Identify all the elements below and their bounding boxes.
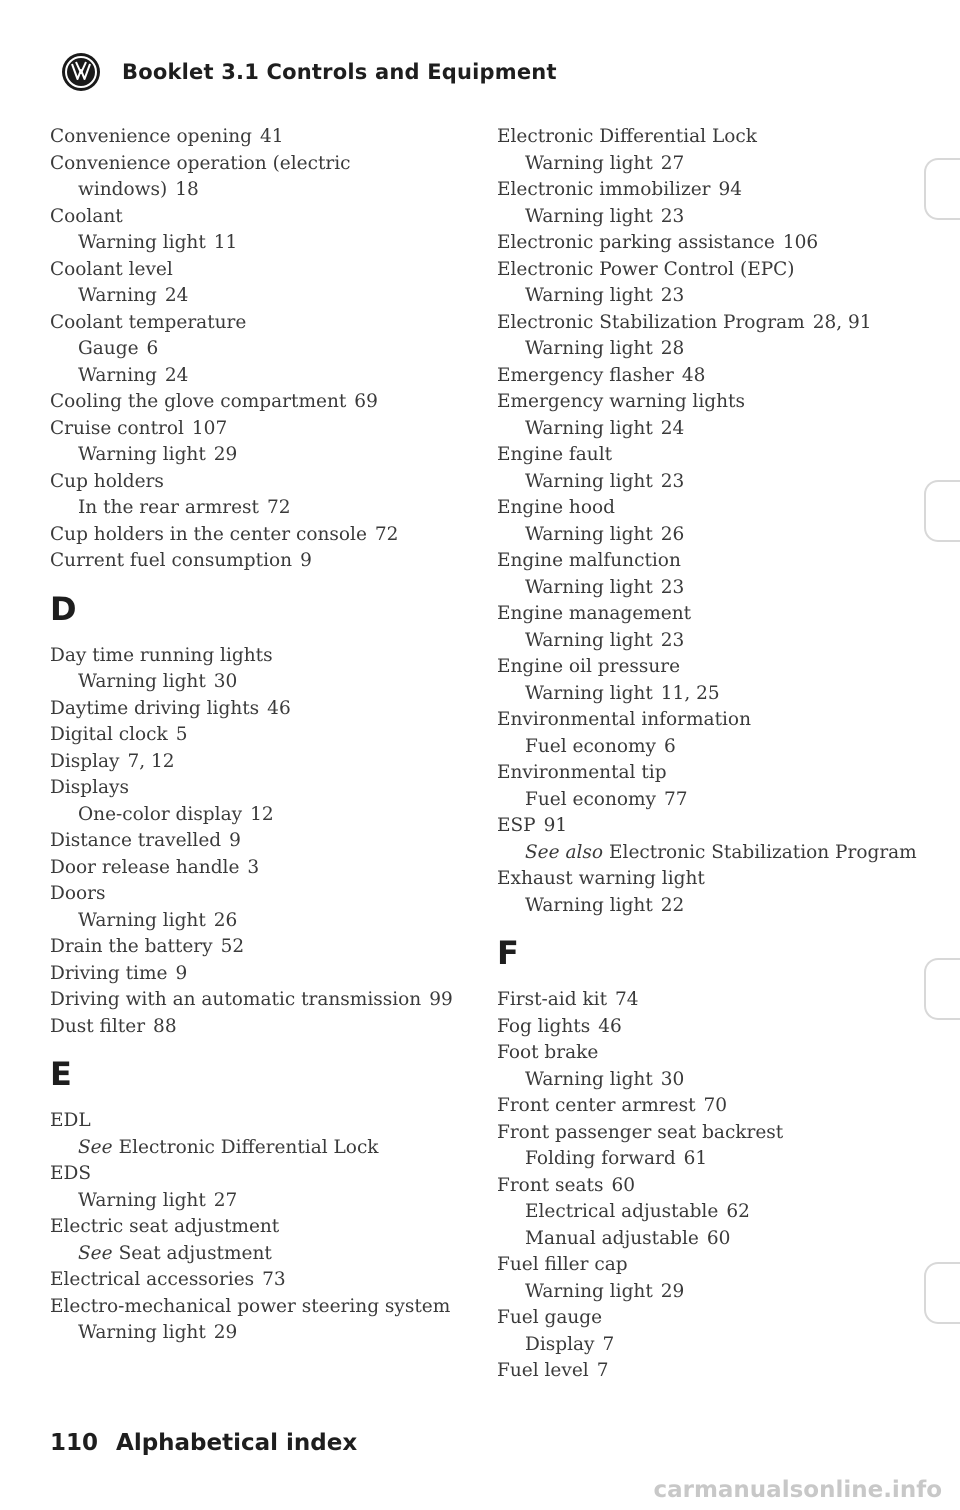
index-letter-heading: F: [497, 934, 519, 972]
entry-text: Electronic Differential Lock: [497, 126, 757, 147]
page-reference: 11: [213, 232, 238, 253]
entry-text: Warning light: [78, 1322, 206, 1343]
page-reference: 70: [703, 1095, 728, 1116]
index-entry: [50, 722, 470, 749]
page-reference: 107: [191, 417, 228, 439]
entry-text: Engine hood: [497, 497, 615, 518]
index-entry: [50, 548, 470, 575]
index-subentry: [50, 802, 470, 829]
index-entry: [497, 177, 937, 204]
page-reference: 30: [213, 671, 238, 692]
entry-text: Cup holders: [50, 470, 164, 492]
entry-text: Warning light: [525, 682, 653, 704]
index-subentry: [497, 1226, 937, 1253]
index-subentry: [497, 1279, 937, 1306]
index-subentry: [497, 734, 937, 761]
entry-text: EDL: [50, 1110, 91, 1131]
index-entry: [50, 416, 470, 443]
index-subentry: [50, 669, 470, 696]
entry-text: First-aid kit: [497, 989, 608, 1010]
index-entry: [497, 654, 937, 681]
index-entry: [497, 548, 937, 575]
index-entry: [50, 1161, 470, 1188]
page-reference: 74: [615, 989, 639, 1010]
entry-text: Warning light: [525, 1068, 653, 1090]
index-entry: [497, 866, 937, 893]
page-reference: 7: [596, 1360, 609, 1381]
index-entry: [50, 1294, 470, 1321]
page-reference: 77: [664, 788, 688, 810]
index-subentry: [497, 840, 937, 867]
entry-text: Driving time: [50, 962, 168, 984]
index-entry: [497, 1358, 937, 1385]
entry-text: In the rear armrest: [78, 497, 259, 518]
entry-text: Warning light: [525, 629, 653, 651]
index-subentry: [497, 416, 937, 443]
index-entry: [497, 813, 937, 840]
entry-text: Driving with an automatic transmission: [50, 989, 422, 1010]
index-entry: [50, 749, 470, 776]
index-entry: [497, 310, 937, 337]
page-reference: 29: [213, 444, 238, 465]
index-subentry: [50, 442, 470, 469]
index-entry: [497, 495, 937, 522]
page-reference: 48: [681, 364, 706, 386]
page-reference: 23: [660, 205, 685, 227]
entry-text: Front seats: [497, 1174, 604, 1196]
page-reference: 29: [213, 1322, 238, 1343]
page-reference: 106: [782, 232, 819, 253]
page-reference: 69: [354, 391, 378, 412]
entry-text: Convenience operation (electric: [50, 152, 351, 174]
index-entry: [50, 1014, 470, 1041]
page-reference: 24: [660, 417, 685, 439]
page-reference: 24: [164, 285, 189, 306]
entry-text: Warning light: [525, 470, 653, 492]
entry-text: Current fuel consumption: [50, 550, 293, 571]
index-subentry: [50, 1320, 470, 1347]
index-entry: [497, 987, 937, 1014]
index-subentry: [497, 787, 937, 814]
page-reference: 72: [374, 523, 399, 545]
index-entry: [497, 760, 937, 787]
entry-text: Cup holders in the center console: [50, 523, 367, 545]
index-entry: [50, 522, 470, 549]
page-reference: 24: [164, 364, 189, 386]
entry-text: Engine management: [497, 603, 692, 624]
index-entry: [50, 696, 470, 723]
page-reference: 46: [598, 1015, 622, 1037]
index-entry: [497, 124, 937, 151]
entry-text: Electric seat adjustment: [50, 1216, 280, 1237]
page-reference: 61: [683, 1148, 708, 1169]
vw-logo-icon: [62, 53, 100, 91]
entry-text: Exhaust warning light: [497, 868, 705, 889]
index-entry: [497, 1014, 937, 1041]
entry-text: Seat adjustment: [118, 1242, 272, 1264]
page-reference: 41: [260, 126, 284, 147]
page-reference: 6: [664, 735, 676, 757]
index-entry: [50, 124, 470, 151]
index-entry: [50, 775, 470, 802]
index-entry: [50, 389, 470, 416]
page-reference: 46: [267, 697, 291, 719]
entry-text: Gauge: [78, 338, 139, 359]
entry-text: Electro-mechanical power steering system: [50, 1295, 451, 1317]
entry-text: Fuel gauge: [497, 1307, 603, 1328]
entry-text: Fuel economy: [525, 788, 656, 810]
entry-text: Coolant temperature: [50, 311, 247, 333]
entry-text: Day time running lights: [50, 644, 273, 666]
entry-text: Coolant: [50, 205, 123, 227]
index-entry: [497, 601, 937, 628]
index-subentry: [50, 1241, 470, 1268]
page-reference: 23: [660, 576, 685, 598]
index-entry: [50, 177, 470, 204]
index-entry: [497, 1120, 937, 1147]
entry-text: Fuel level: [497, 1360, 589, 1381]
entry-text: Environmental information: [497, 709, 751, 730]
entry-text: Electrical adjustable: [525, 1201, 719, 1222]
entry-text: Engine fault: [497, 444, 613, 465]
page-reference: 72: [266, 497, 291, 518]
index-entry: [50, 257, 470, 284]
entry-text: Warning light: [78, 1189, 206, 1211]
booklet-title: Booklet 3.1 Controls and Equipment: [122, 60, 557, 84]
page-reference: 99: [429, 989, 453, 1010]
index-entry: [50, 934, 470, 961]
entry-text: Warning light: [78, 444, 206, 465]
entry-text: Warning: [78, 364, 157, 386]
entry-text: Warning light: [78, 232, 206, 253]
index-subentry: [497, 1067, 937, 1094]
page-reference: 27: [660, 152, 685, 174]
index-entry: [50, 987, 470, 1014]
page-reference: 27: [213, 1189, 238, 1211]
page-reference: 7, 12: [127, 750, 175, 772]
page-edge-tab: [924, 158, 960, 220]
page-number: 110: [50, 1430, 99, 1456]
index-entry: [50, 828, 470, 855]
page-reference: 30: [660, 1068, 685, 1090]
index-subentry: [497, 1199, 937, 1226]
index-entry: [497, 1305, 937, 1332]
entry-text: Coolant level: [50, 258, 173, 280]
index-subentry: [50, 363, 470, 390]
entry-text: Electronic immobilizer: [497, 179, 711, 200]
entry-text: Warning light: [78, 671, 206, 692]
page-reference: 94: [718, 179, 743, 200]
entry-text: Warning light: [525, 523, 653, 545]
index-entry: [50, 1214, 470, 1241]
section-title: Alphabetical index: [116, 1430, 358, 1456]
index-subentry: [497, 628, 937, 655]
entry-text: Front center armrest: [497, 1095, 696, 1116]
see-reference: See: [78, 1242, 113, 1264]
index-entry: [497, 257, 937, 284]
index-column-right: [497, 124, 937, 1385]
page-reference: 12: [250, 803, 274, 825]
page-reference: 60: [611, 1174, 635, 1196]
entry-text: Warning light: [525, 152, 653, 174]
index-letter-heading: D: [50, 589, 77, 628]
page-reference: 73: [262, 1269, 286, 1290]
page-edge-tab: [924, 1262, 960, 1324]
see-reference: See: [78, 1136, 113, 1158]
entry-text: Drain the battery: [50, 936, 213, 957]
page-edge-tab: [924, 480, 960, 542]
index-subentry: [497, 1146, 937, 1173]
entry-text: Convenience opening: [50, 126, 253, 147]
page-header: [62, 50, 557, 94]
entry-text: Warning light: [525, 338, 653, 359]
index-entry: [50, 643, 470, 670]
entry-text: Warning light: [525, 1280, 653, 1302]
page-reference: 60: [706, 1227, 731, 1249]
page-reference: 9: [175, 962, 188, 984]
page-reference: 29: [660, 1280, 685, 1302]
index-subentry: [497, 336, 937, 363]
page-footer: [50, 1430, 357, 1456]
index-letter-heading: E: [50, 1055, 72, 1093]
entry-text: Electronic Stabilization Program: [609, 841, 917, 863]
entry-text: Warning: [78, 285, 157, 306]
page-reference: 28: [660, 338, 685, 359]
entry-text: Fuel economy: [525, 735, 656, 757]
index-entry: [50, 1267, 470, 1294]
entry-text: Daytime driving lights: [50, 697, 260, 719]
watermark: carmanualsonline.info: [653, 1477, 942, 1503]
entry-text: One-color display: [78, 803, 243, 825]
entry-text: Warning light: [525, 285, 653, 306]
index-entry: [497, 1093, 937, 1120]
page-reference: 7: [602, 1333, 615, 1355]
index-entry: [50, 310, 470, 337]
page-reference: 62: [726, 1201, 750, 1222]
entry-text: Doors: [50, 883, 106, 904]
index-subentry: [497, 893, 937, 920]
index-entry: [497, 1173, 937, 1200]
entry-text: Warning light: [525, 894, 653, 916]
index-subentry: [497, 1332, 937, 1359]
entry-text: Display: [50, 750, 120, 772]
entry-text: Warning light: [525, 576, 653, 598]
page-reference: 23: [660, 629, 685, 651]
page-reference: 88: [153, 1015, 177, 1037]
index-subentry: [50, 495, 470, 522]
page-reference: 3: [247, 856, 260, 878]
entry-text: Engine malfunction: [497, 550, 681, 571]
page-reference: 5: [175, 724, 188, 745]
entry-text: Fuel filler cap: [497, 1254, 628, 1275]
entry-text: Front passenger seat backrest: [497, 1121, 784, 1143]
entry-text: windows): [78, 179, 168, 200]
page-reference: 91: [543, 815, 568, 836]
entry-text: EDS: [50, 1163, 92, 1184]
index-entry: [50, 881, 470, 908]
index-subentry: [497, 469, 937, 496]
page-reference: 23: [660, 470, 685, 492]
entry-text: Emergency warning lights: [497, 391, 745, 412]
entry-text: Cooling the glove compartment: [50, 391, 347, 412]
index-subentry: [50, 336, 470, 363]
index-subentry: [497, 522, 937, 549]
index-entry: [497, 230, 937, 257]
index-subentry: [497, 575, 937, 602]
index-entry: [497, 1252, 937, 1279]
index-entry: [50, 204, 470, 231]
entry-text: Digital clock: [50, 724, 168, 745]
index-entry: [50, 855, 470, 882]
page-edge-tab: [924, 958, 960, 1020]
index-subentry: [50, 1188, 470, 1215]
index-entry: [497, 363, 937, 390]
page-reference: 26: [213, 909, 238, 931]
index-subentry: [497, 283, 937, 310]
index-entry: [497, 1040, 937, 1067]
page-reference: 11, 25: [660, 682, 720, 704]
index-entry: [497, 707, 937, 734]
page-reference: 18: [175, 179, 199, 200]
index-subentry: [50, 283, 470, 310]
page-reference: 9: [300, 550, 312, 571]
index-subentry: [497, 681, 937, 708]
entry-text: ESP: [497, 815, 536, 836]
entry-text: Emergency flasher: [497, 364, 674, 386]
entry-text: Electrical accessories: [50, 1269, 255, 1290]
index-entry: [50, 469, 470, 496]
entry-text: Warning light: [78, 909, 206, 931]
page-reference: 6: [146, 338, 159, 359]
index-column-left: [50, 124, 470, 1347]
index-entry: [50, 961, 470, 988]
index-subentry: [50, 1135, 470, 1162]
entry-text: Foot brake: [497, 1042, 599, 1063]
entry-text: Distance travelled: [50, 830, 222, 851]
entry-text: Warning light: [525, 205, 653, 227]
entry-text: Electronic Stabilization Program: [497, 311, 805, 333]
entry-text: Display: [525, 1333, 595, 1355]
page-reference: 28, 91: [812, 311, 872, 333]
index-entry: [50, 151, 470, 178]
index-subentry: [497, 151, 937, 178]
see-reference: See also: [525, 841, 604, 863]
entry-text: Electronic Power Control (EPC): [497, 258, 795, 280]
entry-text: Displays: [50, 777, 129, 798]
page-reference: 26: [660, 523, 685, 545]
page-reference: 23: [660, 285, 685, 306]
index-entry: [50, 1108, 470, 1135]
entry-text: Dust filter: [50, 1015, 146, 1037]
entry-text: Folding forward: [525, 1148, 676, 1169]
entry-text: Electronic Differential Lock: [118, 1136, 379, 1158]
entry-text: Cruise control: [50, 417, 184, 439]
entry-text: Warning light: [525, 417, 653, 439]
entry-text: Engine oil pressure: [497, 656, 681, 677]
page-reference: 9: [229, 830, 241, 851]
entry-text: Fog lights: [497, 1015, 591, 1037]
index-subentry: [497, 204, 937, 231]
index-entry: [497, 442, 937, 469]
index-entry: [497, 389, 937, 416]
index-subentry: [50, 908, 470, 935]
entry-text: Electronic parking assistance: [497, 232, 775, 253]
page-reference: 22: [660, 894, 685, 916]
entry-text: Environmental tip: [497, 762, 667, 783]
entry-text: Door release handle: [50, 856, 240, 878]
page-reference: 52: [220, 936, 245, 957]
index-subentry: [50, 230, 470, 257]
entry-text: Manual adjustable: [525, 1227, 699, 1249]
